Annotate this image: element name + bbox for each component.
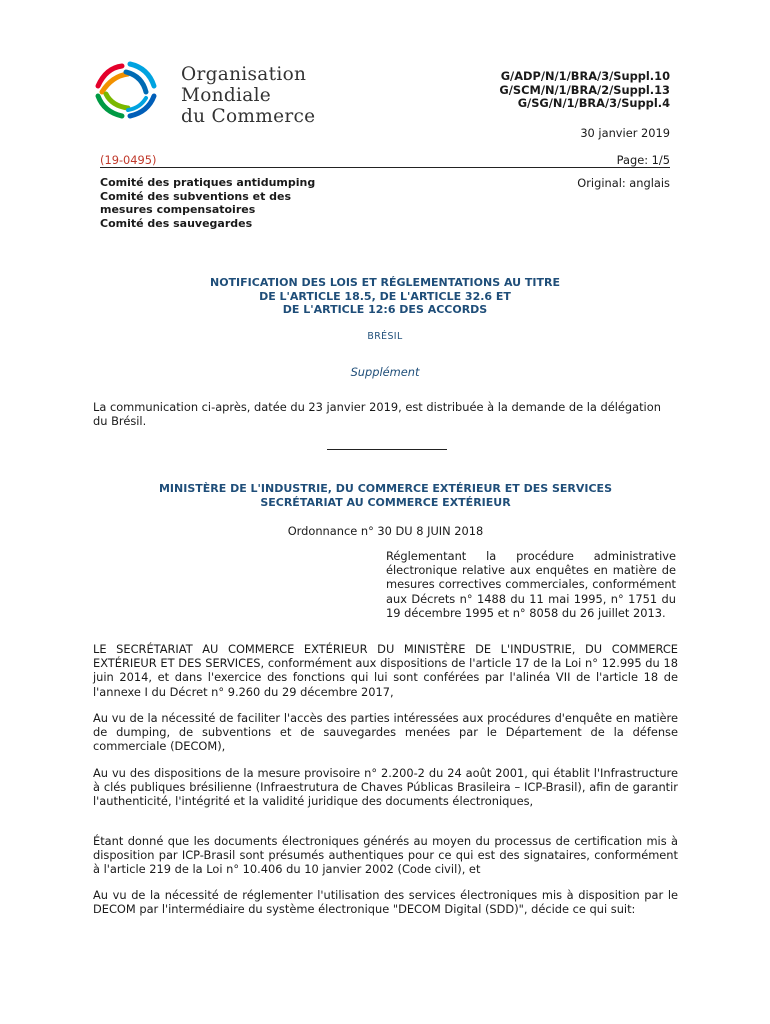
header-divider bbox=[100, 167, 670, 168]
document-symbols bbox=[499, 70, 670, 111]
symbol-adp: G/ADP/N/1/BRA/3/Suppl.10 bbox=[500, 69, 670, 83]
document-number: (19-0495) bbox=[100, 153, 157, 167]
section-separator bbox=[327, 449, 447, 450]
title-line: DE L'ARTICLE 18.5, DE L'ARTICLE 32.6 ET bbox=[259, 289, 511, 303]
document-date: 30 janvier 2019 bbox=[580, 126, 670, 140]
title-line: NOTIFICATION DES LOIS ET RÉGLEMENTATIONS AU TITRE bbox=[210, 276, 560, 289]
document-title bbox=[100, 276, 670, 317]
body-paragraph: Au vu des dispositions de la mesure provisoire n° 2.200-2 du 24 août 2001, qui établit l'Infrastructure à clés publiques brésilienne (Infraestrutura de Chaves Públicas Brasileira – ICP-Brasil), afin de garantir l'authenticité, l'intégrité et la validité juridique des documents électroniques, bbox=[93, 766, 678, 809]
committee-line: Comité des sauvegardes bbox=[100, 216, 253, 230]
body-paragraph: Au vu de la nécessité de réglementer l'utilisation des services électroniques mis à disposition par le DECOM par l'intermédiaire du système électronique "DECOM Digital (SDD)", décide ce qui suit: bbox=[93, 888, 678, 917]
page-number: Page: 1/5 bbox=[616, 153, 670, 167]
body-paragraph: Étant donné que les documents électroniques générés au moyen du processus de certification mis à disposition par ICP-Brasil sont présumés authentiques pour ce qui est des signataires, conformément à l'article 219 de la Loi n° 10.406 du 10 janvier 2002 (Code civil), et bbox=[93, 834, 678, 877]
committees-list bbox=[100, 176, 360, 230]
ministry-line: SECRÉTARIAT AU COMMERCE EXTÉRIEUR bbox=[260, 495, 511, 509]
wto-logo-icon bbox=[88, 56, 168, 122]
intro-paragraph: La communication ci-après, datée du 23 janvier 2019, est distribuée à la demande de la délégation du Brésil. bbox=[93, 400, 661, 429]
committee-line: mesures compensatoires bbox=[100, 203, 256, 217]
reglementant-clause: Réglementant la procédure administrative électronique relative aux enquêtes en matière de mesures correctives commerciales, conformément aux Décrets n° 1488 du 11 mai 1995, n° 1751 du 19 décembre 1995 et n° 8058 du 26 juillet 2013. bbox=[386, 549, 676, 620]
ministry-line: MINISTÈRE DE L'INDUSTRIE, DU COMMERCE EXTÉRIEUR ET DES SERVICES bbox=[158, 482, 612, 495]
committee-line: Comité des pratiques antidumping bbox=[100, 176, 316, 189]
symbol-scm: G/SCM/N/1/BRA/2/Suppl.13 bbox=[499, 82, 670, 97]
org-line-1: Organisation bbox=[181, 64, 307, 85]
ministry-heading bbox=[93, 482, 678, 509]
org-line-2: Mondiale bbox=[181, 85, 272, 106]
title-line: DE L'ARTICLE 12:6 DES ACCORDS bbox=[282, 303, 488, 317]
symbol-sg: G/SG/N/1/BRA/3/Suppl.4 bbox=[517, 96, 670, 111]
committee-line: Comité des subventions et des bbox=[100, 189, 292, 203]
country-heading: BRÉSIL bbox=[367, 331, 403, 342]
ordonnance-title: Ordonnance n° 30 DU 8 JUIN 2018 bbox=[287, 524, 484, 538]
organization-name bbox=[181, 64, 315, 127]
body-paragraph: LE SECRÉTARIAT AU COMMERCE EXTÉRIEUR DU MINISTÈRE DE L'INDUSTRIE, DU COMMERCE EXTÉRIEUR ET DES SERVICES, conformément aux dispositions de l'article 17 de la Loi n° 12.995 du 18 juin 2014, et dans l'exercice des fonctions qui lui sont conférées par l'alinéa VII de l'article 18 de l'annexe I du Décret n° 9.260 du 29 décembre 2017, bbox=[93, 642, 678, 699]
body-paragraph: Au vu de la nécessité de faciliter l'accès des parties intéressées aux procédures d'enquête en matière de dumping, de subventions et de sauvegardes menées par le Département de la défense commerciale (DECOM), bbox=[93, 711, 678, 754]
original-language: Original: anglais bbox=[577, 176, 670, 190]
supplement-heading: Supplément bbox=[350, 365, 420, 379]
org-line-3: du Commerce bbox=[181, 106, 316, 127]
